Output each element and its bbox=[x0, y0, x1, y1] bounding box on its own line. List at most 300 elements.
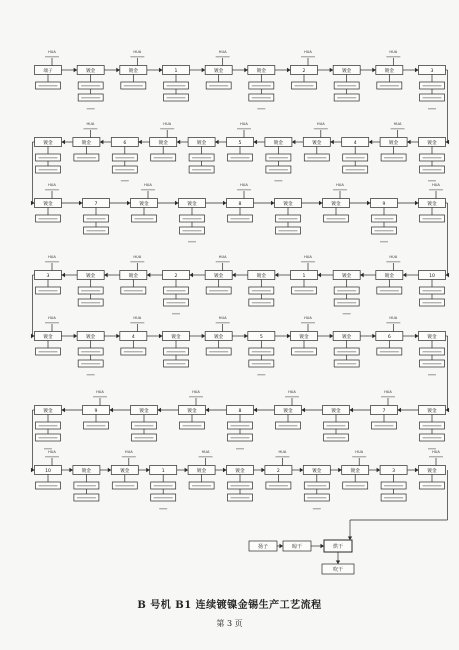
process-step-box-label: 镀金 bbox=[312, 141, 322, 147]
flow-arrowhead bbox=[127, 201, 131, 205]
flow-arrowhead bbox=[403, 273, 407, 277]
annotation-mark bbox=[307, 485, 326, 486]
process-step-box-label: 镀金 bbox=[427, 141, 437, 147]
recipe-note-label: HUA bbox=[432, 183, 440, 187]
recipe-note-label: HUA bbox=[218, 316, 227, 320]
annotation-mark bbox=[231, 425, 250, 426]
recipe-note-label: HUA bbox=[432, 450, 440, 454]
flow-arrowhead bbox=[177, 140, 181, 144]
process-step-box-label: 镀金 bbox=[187, 409, 197, 415]
annotation-mark bbox=[275, 456, 289, 457]
process-step-box-label: 10 bbox=[429, 274, 435, 280]
flow-arrowhead bbox=[69, 468, 73, 472]
annotation-mark bbox=[386, 322, 400, 323]
process-step-box-label: 9 bbox=[94, 409, 98, 415]
recipe-note-label: HUA bbox=[133, 255, 142, 259]
annotation-mark bbox=[39, 425, 58, 426]
recipe-note-label: HUA bbox=[218, 255, 227, 259]
process-step-box-label: 镀金 bbox=[120, 469, 130, 475]
process-step-box-label: 2 bbox=[302, 69, 306, 75]
annotation-mark bbox=[313, 508, 321, 509]
annotation-mark bbox=[167, 351, 186, 352]
annotation-mark bbox=[172, 313, 180, 314]
annotation-mark bbox=[135, 437, 154, 438]
annotation-mark bbox=[167, 363, 186, 364]
annotation-mark bbox=[337, 290, 356, 291]
annotation-mark bbox=[135, 425, 154, 426]
process-step-box-label: 镀金 bbox=[139, 202, 149, 208]
annotation-mark bbox=[81, 290, 100, 291]
recipe-note-label: HUA bbox=[389, 316, 398, 320]
annotation-mark bbox=[386, 261, 400, 262]
end-step-box-label: 晾干 bbox=[291, 544, 303, 551]
process-step-box-label: 镀金 bbox=[187, 202, 197, 208]
process-step-box-label: 镀金 bbox=[214, 335, 224, 341]
recipe-note-label: HUA bbox=[278, 450, 287, 454]
annotation-mark bbox=[39, 218, 58, 219]
annotation-mark bbox=[274, 180, 282, 181]
flow-arrowhead bbox=[244, 68, 248, 72]
annotation-mark bbox=[279, 230, 298, 231]
annotation-mark bbox=[231, 218, 250, 219]
annotation-mark bbox=[429, 189, 443, 190]
annotation-mark bbox=[337, 302, 356, 303]
recipe-note-label: HUA bbox=[393, 122, 402, 126]
annotation-mark bbox=[45, 189, 59, 190]
annotation-mark bbox=[423, 169, 442, 170]
process-step-box-label: 镀金 bbox=[128, 274, 138, 280]
annotation-mark bbox=[87, 108, 95, 109]
recipe-note-label: HUA bbox=[133, 50, 142, 54]
recipe-note-label: HUA bbox=[316, 122, 325, 126]
recipe-note-label: HUA bbox=[355, 450, 364, 454]
annotation-mark bbox=[375, 218, 394, 219]
process-step-box-label: 镀金 bbox=[158, 141, 168, 147]
annotation-mark bbox=[279, 425, 298, 426]
annotation-mark bbox=[307, 497, 326, 498]
flow-arrowhead bbox=[206, 408, 210, 412]
flow-arrowhead bbox=[319, 201, 323, 205]
annotation-mark bbox=[159, 508, 167, 509]
annotation-mark bbox=[252, 97, 271, 98]
flow-arrowhead bbox=[372, 68, 376, 72]
annotation-mark bbox=[423, 97, 442, 98]
annotation-mark bbox=[167, 97, 186, 98]
flow-arrowhead bbox=[415, 468, 419, 472]
process-step-box-label: 3 bbox=[46, 274, 50, 280]
flow-arrowhead bbox=[407, 140, 411, 144]
process-step-box-label: 4 bbox=[131, 335, 135, 341]
process-step-box-label: 镀金 bbox=[283, 202, 293, 208]
process-step-box-label: 镀金 bbox=[384, 274, 394, 280]
annotation-mark bbox=[380, 241, 388, 242]
flow-arrowhead bbox=[415, 201, 419, 205]
process-step-box-label: 镀金 bbox=[342, 69, 352, 75]
annotation-mark bbox=[337, 97, 356, 98]
annotation-mark bbox=[384, 497, 403, 498]
process-step-box-label: 镀金 bbox=[273, 141, 284, 147]
recipe-note-label: HUA bbox=[304, 255, 312, 259]
process-step-box-label: 4 bbox=[353, 141, 357, 147]
annotation-mark bbox=[231, 437, 250, 438]
recipe-note-label: HUA bbox=[48, 183, 56, 187]
annotation-mark bbox=[269, 157, 288, 158]
flow-arrowhead bbox=[338, 468, 342, 472]
annotation-mark bbox=[81, 351, 100, 352]
end-step-box-label: 扬子 bbox=[257, 544, 269, 551]
annotation-mark bbox=[252, 85, 271, 86]
annotation-mark bbox=[124, 290, 143, 291]
flow-arrowhead bbox=[74, 334, 78, 338]
process-step-box-label: 镀金 bbox=[171, 335, 181, 341]
annotation-mark bbox=[423, 351, 442, 352]
recipe-note-label: HUA bbox=[86, 122, 95, 126]
process-step-box-label: 镀金 bbox=[342, 335, 352, 341]
annotation-mark bbox=[386, 56, 400, 57]
recipe-note-label: HUA bbox=[218, 50, 227, 54]
flow-arrowhead bbox=[79, 201, 83, 205]
annotation-mark bbox=[45, 322, 59, 323]
annotation-mark bbox=[167, 85, 186, 86]
process-step-box-label: 6 bbox=[123, 141, 127, 147]
recipe-note-label: HUA bbox=[163, 122, 172, 126]
flow-arrowhead bbox=[110, 408, 114, 412]
flow-arrowhead bbox=[116, 68, 120, 72]
annotation-mark bbox=[141, 189, 155, 190]
annotation-mark bbox=[423, 425, 442, 426]
annotation-mark bbox=[257, 374, 265, 375]
flow-arrowhead bbox=[330, 68, 334, 72]
recipe-note-label: HUA bbox=[304, 50, 312, 54]
flow-arrowhead bbox=[223, 201, 227, 205]
annotation-mark bbox=[192, 485, 211, 486]
flow-arrowhead bbox=[244, 334, 248, 338]
annotation-mark bbox=[192, 157, 211, 158]
recipe-note-label: HUA bbox=[389, 50, 398, 54]
flow-arrowhead bbox=[279, 544, 283, 548]
annotation-mark bbox=[115, 169, 134, 170]
flow-arrowhead bbox=[320, 544, 324, 548]
annotation-mark bbox=[252, 290, 271, 291]
flow-arrowhead bbox=[302, 408, 306, 412]
flow-arrowhead bbox=[377, 468, 381, 472]
process-step-box-label: 10 bbox=[45, 469, 51, 475]
annotation-mark bbox=[77, 497, 96, 498]
annotation-mark bbox=[87, 218, 106, 219]
annotation-mark bbox=[375, 425, 394, 426]
end-step-box-label: 烘干 bbox=[332, 544, 344, 551]
flow-arrowhead bbox=[287, 68, 291, 72]
annotation-mark bbox=[346, 169, 365, 170]
flow-arrowhead bbox=[360, 273, 364, 277]
recipe-note-label: HUA bbox=[240, 183, 248, 187]
annotation-mark bbox=[231, 157, 250, 158]
annotation-mark bbox=[337, 85, 356, 86]
annotation-mark bbox=[327, 425, 346, 426]
annotation-mark bbox=[39, 437, 58, 438]
process-step-box-label: 2 bbox=[276, 469, 280, 475]
flow-arrowhead bbox=[223, 468, 227, 472]
process-step-box-label: 端子 bbox=[43, 69, 53, 75]
flow-arrowhead bbox=[275, 273, 279, 277]
process-step-box-label: 镀金 bbox=[256, 274, 266, 280]
flow-arrowhead bbox=[254, 408, 258, 412]
annotation-mark bbox=[337, 351, 356, 352]
annotation-mark bbox=[81, 85, 100, 86]
annotation-mark bbox=[333, 189, 347, 190]
flow-arrowhead bbox=[108, 468, 112, 472]
annotation-mark bbox=[87, 230, 106, 231]
flow-arrowhead bbox=[415, 68, 419, 72]
end-step-box-label: 吹干 bbox=[332, 567, 344, 574]
process-step-box-label: 1 bbox=[174, 69, 178, 75]
flow-arrowhead bbox=[146, 468, 150, 472]
flow-arrowhead bbox=[232, 273, 236, 277]
annotation-mark bbox=[124, 85, 143, 86]
annotation-mark bbox=[216, 261, 230, 262]
annotation-mark bbox=[199, 456, 213, 457]
annotation-mark bbox=[135, 218, 154, 219]
recipe-note-label: HUA bbox=[96, 390, 104, 394]
flow-arrowhead bbox=[398, 408, 402, 412]
process-step-box-label: 镀金 bbox=[427, 469, 437, 475]
process-step-box-label: 镀金 bbox=[331, 409, 341, 415]
annotation-mark bbox=[39, 351, 58, 352]
annotation-mark bbox=[216, 56, 230, 57]
annotation-mark bbox=[45, 456, 59, 457]
annotation-mark bbox=[216, 322, 230, 323]
annotation-mark bbox=[154, 485, 173, 486]
annotation-mark bbox=[209, 85, 228, 86]
annotation-mark bbox=[189, 396, 203, 397]
process-step-box-label: 镀金 bbox=[342, 274, 352, 280]
annotation-mark bbox=[115, 157, 134, 158]
process-step-box-label: 镀金 bbox=[427, 409, 437, 415]
annotation-mark bbox=[428, 374, 436, 375]
annotation-mark bbox=[423, 437, 442, 438]
annotation-mark bbox=[429, 456, 443, 457]
diagram-title: B 号机 B1 连续镀镍金锡生产工艺流程 bbox=[137, 600, 322, 611]
flow-arrowhead bbox=[100, 140, 104, 144]
annotation-mark bbox=[237, 128, 251, 129]
annotation-mark bbox=[252, 302, 271, 303]
annotation-mark bbox=[81, 363, 100, 364]
annotation-mark bbox=[269, 485, 288, 486]
flow-arrowhead bbox=[116, 334, 120, 338]
annotation-mark bbox=[188, 241, 196, 242]
process-step-box-label: 5 bbox=[259, 335, 263, 341]
flow-arrowhead bbox=[415, 334, 419, 338]
annotation-mark bbox=[39, 485, 58, 486]
annotation-mark bbox=[167, 290, 186, 291]
annotation-mark bbox=[39, 169, 58, 170]
annotation-mark bbox=[83, 128, 97, 129]
annotation-mark bbox=[93, 396, 107, 397]
annotation-mark bbox=[252, 363, 271, 364]
process-step-box-label: 镀金 bbox=[43, 141, 53, 147]
process-step-box-label: 镀金 bbox=[81, 141, 92, 147]
annotation-mark bbox=[160, 128, 174, 129]
process-step-box-label: 镀金 bbox=[214, 69, 224, 75]
annotation-mark bbox=[183, 230, 202, 231]
flow-arrowhead bbox=[350, 408, 354, 412]
annotation-mark bbox=[269, 169, 288, 170]
annotation-mark bbox=[423, 218, 442, 219]
flow-arrowhead bbox=[147, 273, 151, 277]
process-step-box-label: 镀金 bbox=[43, 335, 53, 341]
flow-arrowhead bbox=[138, 140, 142, 144]
annotation-mark bbox=[87, 374, 95, 375]
annotation-mark bbox=[314, 128, 328, 129]
annotation-mark bbox=[423, 157, 442, 158]
flow-arrowhead bbox=[292, 140, 296, 144]
flow-arrowhead bbox=[336, 560, 340, 564]
annotation-mark bbox=[295, 351, 314, 352]
annotation-mark bbox=[81, 97, 100, 98]
flow-arrowhead bbox=[202, 68, 206, 72]
annotation-mark bbox=[122, 456, 136, 457]
flow-arrowhead bbox=[348, 536, 352, 540]
flow-arrowhead bbox=[185, 468, 189, 472]
annotation-mark bbox=[423, 85, 442, 86]
annotation-mark bbox=[183, 425, 202, 426]
recipe-note-label: HUA bbox=[389, 255, 398, 259]
recipe-note-label: HUA bbox=[124, 450, 133, 454]
annotation-mark bbox=[130, 261, 144, 262]
annotation-mark bbox=[115, 485, 134, 486]
annotation-mark bbox=[346, 485, 365, 486]
annotation-mark bbox=[39, 290, 58, 291]
flow-arrowhead bbox=[158, 408, 162, 412]
annotation-mark bbox=[423, 485, 442, 486]
annotation-mark bbox=[381, 396, 395, 397]
annotation-mark bbox=[77, 485, 96, 486]
annotation-mark bbox=[209, 290, 228, 291]
process-step-box-label: 1 bbox=[302, 274, 306, 280]
process-step-box-label: 7 bbox=[382, 409, 386, 415]
flow-arrowhead bbox=[372, 334, 376, 338]
annotation-mark bbox=[39, 85, 58, 86]
annotation-mark bbox=[327, 437, 346, 438]
flow-arrowhead bbox=[175, 201, 179, 205]
recipe-note-label: HUA bbox=[201, 450, 210, 454]
recipe-note-label: HUA bbox=[48, 50, 56, 54]
process-step-box-label: 镀金 bbox=[43, 409, 53, 415]
flow-arrowhead bbox=[62, 140, 66, 144]
flow-arrowhead bbox=[104, 273, 108, 277]
annotation-mark bbox=[295, 290, 314, 291]
process-step-box-label: 镀金 bbox=[427, 202, 437, 208]
process-step-box-label: 8 bbox=[238, 409, 242, 415]
flow-arrowhead bbox=[300, 468, 304, 472]
annotation-mark bbox=[307, 157, 326, 158]
process-step-box-label: 3 bbox=[430, 69, 434, 75]
annotation-mark bbox=[301, 56, 315, 57]
annotation-mark bbox=[375, 230, 394, 231]
flow-arrowhead bbox=[271, 201, 275, 205]
process-step-box-label: 镀金 bbox=[196, 141, 207, 147]
recipe-note-label: HUA bbox=[240, 122, 248, 126]
recipe-note-label: HUA bbox=[48, 255, 56, 259]
process-step-box-label: 镀金 bbox=[283, 409, 293, 415]
flow-arrowhead bbox=[74, 68, 78, 72]
recipe-note-label: HUA bbox=[48, 450, 56, 454]
process-step-box-label: 镀金 bbox=[86, 335, 96, 341]
annotation-mark bbox=[209, 351, 228, 352]
process-step-box-label: 镀金 bbox=[86, 274, 96, 280]
flow-arrowhead bbox=[159, 68, 163, 72]
process-step-box-label: 镀金 bbox=[427, 335, 437, 341]
annotation-mark bbox=[343, 313, 351, 314]
annotation-mark bbox=[380, 85, 399, 86]
process-step-box-label: 镀金 bbox=[139, 409, 149, 415]
annotation-mark bbox=[423, 302, 442, 303]
flow-arrowhead bbox=[62, 408, 66, 412]
annotation-mark bbox=[301, 261, 315, 262]
flow-arrowhead bbox=[254, 140, 258, 144]
process-step-box-label: 镀金 bbox=[256, 69, 266, 75]
annotation-mark bbox=[130, 56, 144, 57]
recipe-note-label: HUA bbox=[48, 316, 56, 320]
recipe-note-label: HUA bbox=[304, 316, 312, 320]
recipe-note-label: HUA bbox=[144, 183, 152, 187]
flow-arrowhead bbox=[202, 334, 206, 338]
process-step-box-label: 3 bbox=[392, 469, 396, 475]
annotation-mark bbox=[154, 157, 173, 158]
process-step-box-label: 镀金 bbox=[388, 141, 399, 147]
process-step-box-label: 镀金 bbox=[214, 274, 224, 280]
flow-arrowhead bbox=[330, 334, 334, 338]
annotation-mark bbox=[81, 302, 100, 303]
process-step-box-label: 镀金 bbox=[350, 469, 360, 475]
process-step-box-label: 7 bbox=[94, 202, 98, 208]
process-step-box-label: 镀金 bbox=[331, 202, 341, 208]
process-step-box-label: 8 bbox=[238, 202, 242, 208]
flow-arrowhead bbox=[261, 468, 265, 472]
flow-arrowhead bbox=[287, 334, 291, 338]
process-step-box-label: 2 bbox=[174, 274, 178, 280]
process-step-box-label: 镀金 bbox=[312, 469, 322, 475]
annotation-mark bbox=[39, 157, 58, 158]
recipe-note-label: HUA bbox=[288, 390, 296, 394]
process-step-box-label: 镀金 bbox=[43, 202, 53, 208]
annotation-mark bbox=[285, 396, 299, 397]
annotation-mark bbox=[45, 261, 59, 262]
annotation-mark bbox=[231, 485, 250, 486]
annotation-mark bbox=[121, 180, 129, 181]
annotation-mark bbox=[327, 218, 346, 219]
flow-arrowhead bbox=[215, 140, 219, 144]
annotation-mark bbox=[380, 290, 399, 291]
process-step-box-label: 5 bbox=[238, 141, 242, 147]
annotation-mark bbox=[428, 180, 436, 181]
flow-arrowhead bbox=[159, 334, 163, 338]
annotation-mark bbox=[423, 290, 442, 291]
annotation-mark bbox=[237, 189, 251, 190]
flow-arrowhead bbox=[330, 140, 334, 144]
flow-arrowhead bbox=[367, 201, 371, 205]
annotation-mark bbox=[428, 108, 436, 109]
annotation-mark bbox=[154, 497, 173, 498]
annotation-mark bbox=[279, 218, 298, 219]
recipe-note-label: HUA bbox=[384, 390, 392, 394]
flow-arrowhead bbox=[369, 140, 373, 144]
recipe-note-label: HUA bbox=[192, 390, 200, 394]
annotation-mark bbox=[352, 456, 366, 457]
flow-arrowhead bbox=[62, 273, 66, 277]
process-step-box-label: 镀金 bbox=[81, 469, 92, 475]
flow-arrowhead bbox=[190, 273, 194, 277]
